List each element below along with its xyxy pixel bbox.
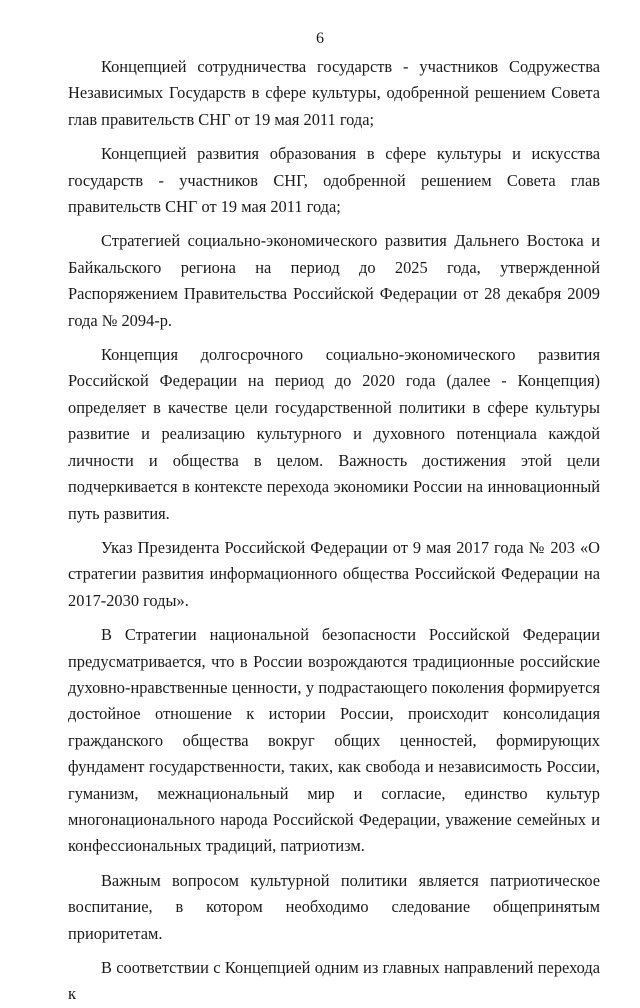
page-number: 6 — [316, 30, 324, 47]
paragraph: Указ Президента Российской Федерации от 9 мая 2017 года № 203 «О стратегии развития информационного общества Российской Федерации на 2017-2030 годы». — [68, 537, 600, 610]
paragraph: Стратегией социально-экономического развития Дальнего Востока и Байкальского региона на период до 2025 года, утвержденной Распоряжением Правительства Российской Федерации от 28 декабря 2009 года № 2094-р. — [68, 231, 600, 330]
paragraph: Концепцией развития образования в сфере культуры и искусства государств - участников СНГ, одобренной решением Совета глав правительств СНГ от 19 мая 2011 года; — [68, 144, 600, 217]
paragraph: В соответствии с Концепцией одним из главных направлений перехода к — [68, 958, 600, 1004]
paragraph: Важным вопросом культурной политики является патриотическое воспитание, в котором необходимо следование общепринятым приоритетам. — [68, 870, 600, 943]
paragraph: Концепцией сотрудничества государств - участников Содружества Независимых Государств в сфере культуры, одобренной решением Совета глав правительств СНГ от 19 мая 2011 года; — [68, 57, 600, 129]
paragraph: В Стратегии национальной безопасности Российской Федерации предусматривается, что в России возрождаются традиционные российские духовно-нравственные ценности, у подрастающего поколения формируется достойное отношение к истории России, происходит консолидация гражданского общества вокруг общих ценностей, формирующих фундамент государственности, таких, как свобода и независимость России, гуманизм, межнациональный мир и согласие, единство культур многонационального народа Российской Федерации, уважение семейных и конфессиональных традиций, патриотизм. — [68, 625, 600, 856]
paragraph: Концепция долгосрочного социально-экономического развития Российской Федерации на период до 2020 года (далее - Концепция) определяет в качестве цели государственной политики в сфере культуры развитие и реализацию культурного и духовного потенциала каждой личности и общества в целом. Важность достижения этой цели подчеркивается в контексте перехода экономики России на инновационный путь развития. — [68, 345, 600, 523]
document-body — [68, 54, 600, 1008]
